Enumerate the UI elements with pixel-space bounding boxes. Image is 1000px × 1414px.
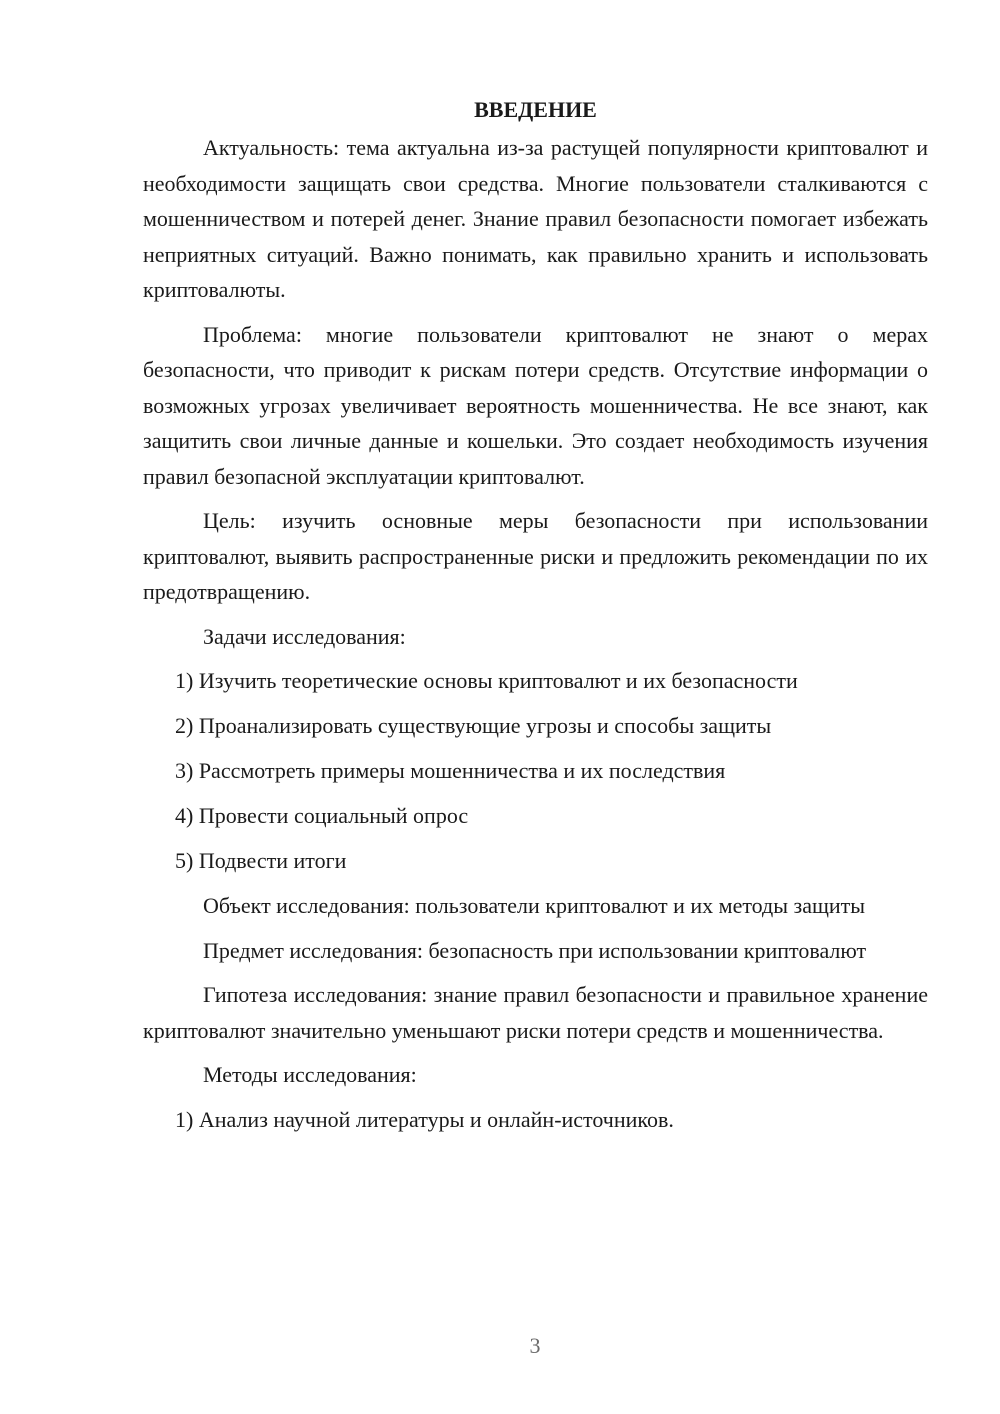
task-item: 3) Рассмотреть примеры мошенничества и их последствия: [175, 758, 726, 783]
page-number: 3: [529, 1333, 541, 1358]
section-title: ВВЕДЕНИЕ: [474, 97, 597, 122]
problem-paragraph: Проблема: многие пользователи криптовалют не знают о мерах безопасности, что приводит к рискам потери средств. Отсутствие информации о возможных угрозах увеличивает вероятность мошенничества. Не все знают, как защитить свои личные данные и кошельки. Это создает необходимость изучения правил безопасной эксплуатации криптовалют.: [143, 321, 928, 489]
tasks-list: [143, 663, 928, 879]
document-page: [143, 95, 928, 1147]
task-item: 2) Проанализировать существующие угрозы и способы защиты: [175, 713, 772, 738]
relevance-paragraph: Актуальность: тема актуальна из-за растущей популярности криптовалют и необходимости защищать свои средства. Многие пользователи сталкиваются с мошенничеством и потерей денег. Знание правил безопасности помогает избежать неприятных ситуаций. Важно понимать, как правильно хранить и использовать криптовалюты.: [143, 135, 928, 302]
hypothesis-paragraph: Гипотеза исследования: знание правил безопасности и правильное хранение криптовалют значительно уменьшают риски потери средств и мошенничества.: [143, 982, 928, 1043]
task-item: 1) Изучить теоретические основы криптовалют и их безопасности: [175, 668, 798, 693]
goal-paragraph: Цель: изучить основные меры безопасности при использовании криптовалют, выявить распространенные риски и предложить рекомендации по их предотвращению.: [143, 508, 928, 604]
task-item: 5) Подвести итоги: [175, 848, 347, 873]
methods-list: [143, 1102, 928, 1138]
subject-paragraph: Предмет исследования: безопасность при использовании криптовалют: [203, 937, 867, 963]
task-item: 4) Провести социальный опрос: [175, 803, 469, 828]
tasks-heading: Задачи исследования:: [203, 623, 406, 649]
method-item: 1) Анализ научной литературы и онлайн-источников.: [175, 1106, 674, 1132]
object-paragraph: Объект исследования: пользователи криптовалют и их методы защиты: [203, 893, 866, 918]
methods-heading: Методы исследования:: [203, 1062, 417, 1087]
